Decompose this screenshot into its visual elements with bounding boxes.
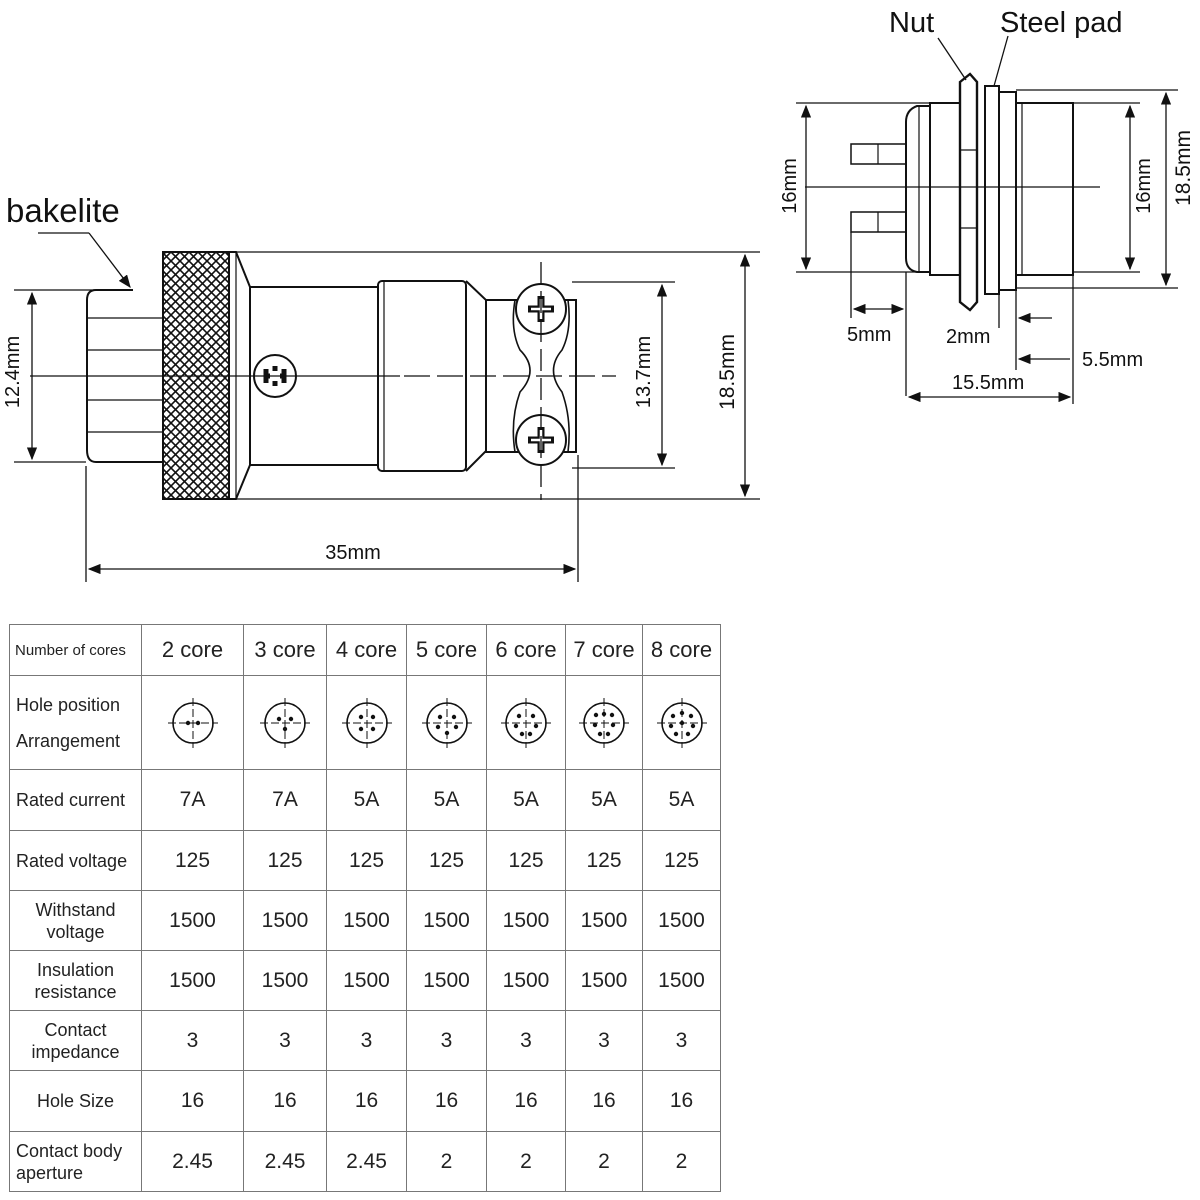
- spec-value: 1500: [487, 951, 566, 1011]
- core-count-header: 5 core: [407, 625, 487, 676]
- spec-value: 1500: [487, 891, 566, 951]
- pins-8-icon: [656, 697, 708, 749]
- spec-value: 16: [327, 1071, 407, 1132]
- spec-value: 125: [566, 831, 643, 891]
- spec-value: 2.45: [327, 1132, 407, 1192]
- hole-arrangement-cell: [407, 676, 487, 770]
- row-label-line: voltage: [46, 921, 105, 942]
- spec-value: 1500: [566, 891, 643, 951]
- spec-table: [9, 624, 721, 1192]
- socket-side-view: [851, 74, 1073, 310]
- spec-value: 16: [643, 1071, 721, 1132]
- pins-3-icon: [259, 697, 311, 749]
- hole-arrangement-cell: [244, 676, 327, 770]
- spec-row: [10, 1071, 721, 1132]
- spec-value: 2.45: [142, 1132, 244, 1192]
- socket-right-height-label: 16mm: [1133, 158, 1155, 214]
- nut-label: Nut: [889, 7, 935, 39]
- row-label-line: Withstand: [35, 899, 116, 920]
- spec-row: [10, 1011, 721, 1071]
- socket-left-height-label: 16mm: [779, 158, 801, 214]
- spec-value: 1500: [407, 951, 487, 1011]
- spec-row-label: [10, 1011, 142, 1071]
- spec-row: [10, 951, 721, 1011]
- spec-row: [10, 891, 721, 951]
- spec-value: 125: [643, 831, 721, 891]
- spec-row-label: Rated current: [10, 770, 142, 831]
- core-count-header: 8 core: [643, 625, 721, 676]
- spec-value: 2: [487, 1132, 566, 1192]
- spec-value: 125: [142, 831, 244, 891]
- plug-length-label: 35mm: [325, 542, 381, 564]
- spec-row-label: Rated voltage: [10, 831, 142, 891]
- spec-value: 1500: [327, 891, 407, 951]
- spec-row-label: [10, 951, 142, 1011]
- spec-value: 7A: [244, 770, 327, 831]
- pins-2-icon: [167, 697, 219, 749]
- row-label-line: Contact body: [16, 1140, 123, 1161]
- socket-pad-thickness-label: 2mm: [946, 326, 991, 348]
- socket-outer-height-label: 18.5mm: [1172, 130, 1195, 206]
- row-label-line: impedance: [31, 1041, 120, 1062]
- spec-value: 16: [142, 1071, 244, 1132]
- hole-arrangement-cell: [142, 676, 244, 770]
- core-count-header: 3 core: [244, 625, 327, 676]
- spec-value: 16: [244, 1071, 327, 1132]
- spec-row-label: [10, 1132, 142, 1192]
- pins-6-icon: [500, 697, 552, 749]
- spec-value: 1500: [142, 891, 244, 951]
- row-label-line: Insulation: [36, 959, 115, 980]
- row-label-line: Arrangement: [16, 730, 121, 751]
- spec-value: 5A: [407, 770, 487, 831]
- hole-arrangement-cell: [487, 676, 566, 770]
- plug-outer-diameter-label: 18.5mm: [716, 334, 739, 410]
- spec-value: 1500: [643, 891, 721, 951]
- spec-value: 3: [142, 1011, 244, 1071]
- spec-value: 2.45: [244, 1132, 327, 1192]
- spec-value: 3: [244, 1011, 327, 1071]
- core-count-header: 7 core: [566, 625, 643, 676]
- spec-row-label: Hole Size: [10, 1071, 142, 1132]
- spec-value: 2: [643, 1132, 721, 1192]
- plug-inner-diameter-label: 13.7mm: [633, 335, 655, 409]
- spec-value: 5A: [643, 770, 721, 831]
- row-label-line: aperture: [16, 1162, 84, 1183]
- spec-value: 5A: [487, 770, 566, 831]
- hole-arrangement-cell: [327, 676, 407, 770]
- table-header-row: [10, 625, 721, 676]
- spec-value: 16: [566, 1071, 643, 1132]
- plug-body-diameter-label: 12.4mm: [2, 335, 24, 409]
- pins-7-icon: [578, 697, 630, 749]
- spec-value: 3: [407, 1011, 487, 1071]
- spec-row: [10, 770, 721, 831]
- spec-value: 125: [407, 831, 487, 891]
- spec-value: 125: [327, 831, 407, 891]
- core-count-header: 4 core: [327, 625, 407, 676]
- row-label-line: resistance: [34, 981, 117, 1002]
- row-label-line: Hole position: [16, 694, 121, 715]
- spec-value: 3: [327, 1011, 407, 1071]
- spec-value: 5A: [327, 770, 407, 831]
- pins-5-icon: [421, 697, 473, 749]
- spec-value: 16: [487, 1071, 566, 1132]
- spec-row: [10, 1132, 721, 1192]
- cores-header-label: Number of cores: [10, 625, 142, 676]
- hole-position-label: [10, 676, 142, 770]
- spec-value: 1500: [327, 951, 407, 1011]
- spec-value: 1500: [244, 891, 327, 951]
- hole-arrangement-cell: [643, 676, 721, 770]
- spec-value: 16: [407, 1071, 487, 1132]
- hole-arrangement-row: [10, 676, 721, 770]
- socket-total-length-label: 15.5mm: [952, 372, 1025, 394]
- spec-value: 2: [566, 1132, 643, 1192]
- spec-value: 125: [244, 831, 327, 891]
- spec-value: 5A: [566, 770, 643, 831]
- bakelite-label: bakelite: [6, 192, 120, 229]
- steel-pad-label: Steel pad: [1000, 7, 1123, 39]
- spec-value: 1500: [142, 951, 244, 1011]
- pins-4-icon: [341, 697, 393, 749]
- spec-row: [10, 831, 721, 891]
- spec-row-label: [10, 891, 142, 951]
- spec-value: 1500: [566, 951, 643, 1011]
- core-count-header: 2 core: [142, 625, 244, 676]
- spec-value: 3: [566, 1011, 643, 1071]
- spec-value: 1500: [407, 891, 487, 951]
- spec-value: 7A: [142, 770, 244, 831]
- spec-value: 2: [407, 1132, 487, 1192]
- spec-value: 3: [487, 1011, 566, 1071]
- row-label-line: Contact: [44, 1019, 107, 1040]
- socket-pin-length-label: 5mm: [847, 324, 892, 346]
- socket-thread-gap-label: 5.5mm: [1082, 349, 1144, 371]
- hole-arrangement-cell: [566, 676, 643, 770]
- screw-icon: [254, 284, 566, 465]
- spec-value: 3: [643, 1011, 721, 1071]
- core-count-header: 6 core: [487, 625, 566, 676]
- spec-value: 1500: [244, 951, 327, 1011]
- spec-value: 125: [487, 831, 566, 891]
- spec-value: 1500: [643, 951, 721, 1011]
